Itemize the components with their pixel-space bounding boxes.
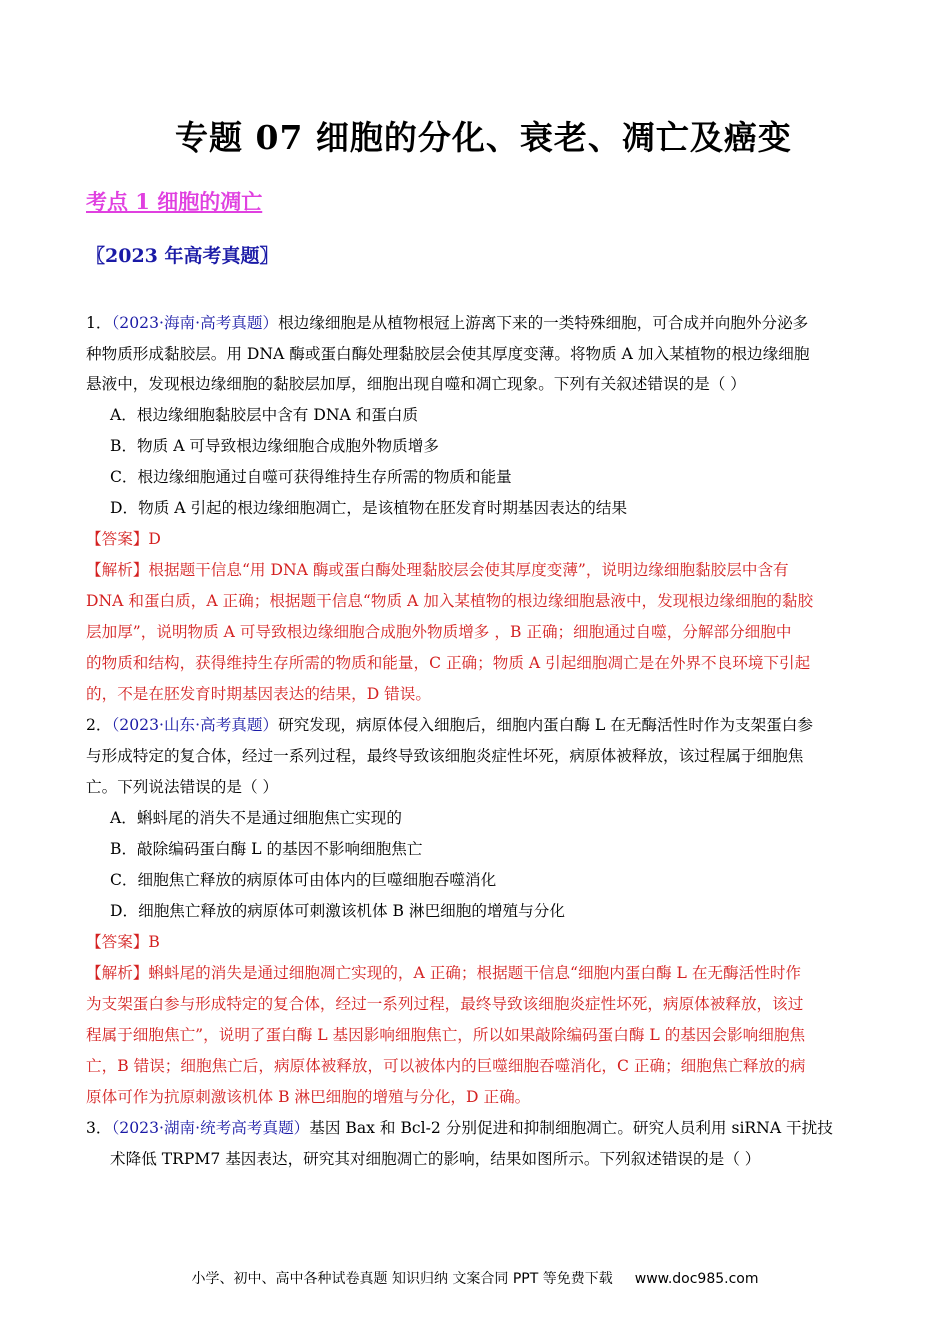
question-source: （2023·山东·高考真题） — [111, 716, 279, 734]
answer-label: 【答案】 — [86, 530, 149, 548]
topic-heading: 考点 1 细胞的凋亡 — [86, 189, 263, 214]
stem-text: 研究发现，病原体侵入细胞后，细胞内蛋白酶 L 在无酶活性时作为支架蛋白参 — [278, 716, 813, 734]
question-1-analysis-line: DNA 和蛋白质，A 正确；根据题干信息“物质 A 加入某植物的根边缘细胞悬液中，发现根边缘细胞的黏胶 — [86, 592, 814, 610]
question-number: 2． — [86, 716, 112, 734]
question-2-stem — [86, 715, 813, 735]
question-1-stem — [86, 313, 808, 333]
stem-text: 基因 Bax 和 Bcl-2 分别促进和抑制细胞凋亡。研究人员利用 siRNA 干扰技 — [309, 1119, 833, 1137]
question-1-answer — [86, 529, 161, 549]
question-1-analysis-line: 的物质和结构，获得维持生存所需的物质和能量，C 正确；物质 A 引起细胞凋亡是在外界不良环境下引起 — [86, 654, 811, 672]
question-1-stem-line: 悬液中，发现根边缘细胞的黏胶层加厚，细胞出现自噬和凋亡现象。下列有关叙述错误的是（ ） — [86, 375, 746, 393]
question-1-analysis — [86, 560, 789, 580]
analysis-text: 蝌蚪尾的消失是通过细胞凋亡实现的，A 正确；根据题干信息“细胞内蛋白酶 L 在无酶活性时作 — [148, 964, 802, 982]
question-2-stem-line: 亡。下列说法错误的是（ ） — [86, 778, 279, 796]
question-1-option-b: B．物质 A 可导致根边缘细胞合成胞外物质增多 — [110, 437, 439, 455]
question-2-option-d: D．细胞焦亡释放的病原体可刺激该机体 B 淋巴细胞的增殖与分化 — [110, 902, 565, 920]
question-2-option-c: C．细胞焦亡释放的病原体可由体内的巨噬细胞吞噬消化 — [110, 871, 497, 889]
question-1-stem-line: 种物质形成黏胶层。用 DNA 酶或蛋白酶处理黏胶层会使其厚度变薄。将物质 A 加入某植物的根边缘细胞 — [86, 345, 810, 363]
analysis-text: 根据题干信息“用 DNA 酶或蛋白酶处理黏胶层会使其厚度变薄”，说明边缘细胞黏胶层中含有 — [148, 561, 789, 579]
question-1-option-d: D．物质 A 引起的根边缘细胞凋亡，是该植物在胚发育时期基因表达的结果 — [110, 499, 628, 517]
analysis-label: 【解析】 — [86, 964, 149, 982]
question-3-stem-line: 术降低 TRPM7 基因表达，研究其对细胞凋亡的影响，结果如图所示。下列叙述错误的是（ ） — [110, 1150, 761, 1168]
page-title: 专题 07 细胞的分化、衰老、凋亡及癌变 — [175, 118, 792, 157]
question-2-analysis-line: 程属于细胞焦亡”，说明了蛋白酶 L 基因影响细胞焦亡，所以如果敲除编码蛋白酶 L 的基因会影响细胞焦 — [86, 1026, 806, 1044]
question-number: 1． — [86, 314, 112, 332]
answer-label: 【答案】 — [86, 933, 149, 951]
question-1-analysis-line: 的，不是在胚发育时期基因表达的结果，D 错误。 — [86, 685, 431, 703]
question-2-analysis-line: 亡，B 错误；细胞焦亡后，病原体被释放，可以被体内的巨噬细胞吞噬消化，C 正确；细胞焦亡释放的病 — [86, 1057, 806, 1075]
answer-value: D — [148, 530, 161, 548]
footer-text: 小学、初中、高中各种试卷真题 知识归纳 文案合同 PPT 等免费下载 — [191, 1271, 613, 1287]
footer-link[interactable]: www.doc985.com — [634, 1271, 759, 1287]
section-heading: 〖2023 年高考真题〗 — [86, 245, 279, 267]
question-1-option-c: C．根边缘细胞通过自噬可获得维持生存所需的物质和能量 — [110, 468, 512, 486]
question-number: 3． — [86, 1119, 112, 1137]
analysis-label: 【解析】 — [86, 561, 149, 579]
answer-value: B — [148, 933, 160, 951]
question-2-option-a: A．蝌蚪尾的消失不是通过细胞焦亡实现的 — [110, 809, 402, 827]
stem-text: 根边缘细胞是从植物根冠上游离下来的一类特殊细胞，可合成并向胞外分泌多 — [278, 314, 809, 332]
question-source: （2023·湖南·统考高考真题） — [111, 1119, 310, 1137]
question-2-stem-line: 与形成特定的复合体，经过一系列过程，最终导致该细胞炎症性坏死，病原体被释放，该过程属于细胞焦 — [86, 747, 804, 765]
question-1-option-a: A．根边缘细胞黏胶层中含有 DNA 和蛋白质 — [110, 406, 419, 424]
question-1-analysis-line: 层加厚”，说明物质 A 可导致根边缘细胞合成胞外物质增多 ，B 正确；细胞通过自噬，分解部分细胞中 — [86, 623, 792, 641]
question-3-stem — [86, 1118, 833, 1138]
question-2-answer — [86, 932, 160, 952]
question-2-analysis-line: 原体可作为抗原刺激该机体 B 淋巴细胞的增殖与分化，D 正确。 — [86, 1088, 531, 1106]
page-footer — [0, 1268, 950, 1288]
question-2-option-b: B．敲除编码蛋白酶 L 的基因不影响细胞焦亡 — [110, 840, 423, 858]
question-2-analysis-line: 为支架蛋白参与形成特定的复合体，经过一系列过程，最终导致该细胞炎症性坏死，病原体被释放，该过 — [86, 995, 804, 1013]
question-source: （2023·海南·高考真题） — [111, 314, 279, 332]
question-2-analysis — [86, 963, 801, 983]
